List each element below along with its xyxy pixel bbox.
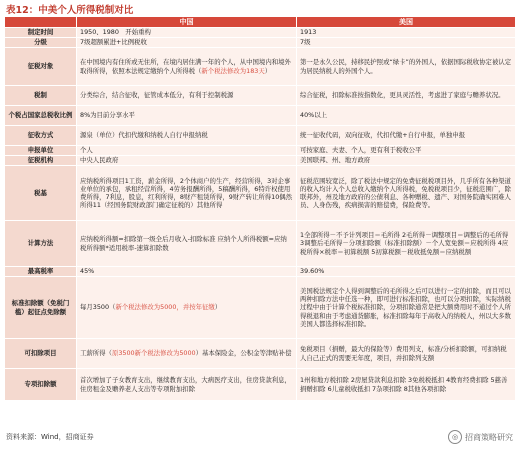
header-usa: 美国 bbox=[297, 17, 516, 28]
row-label: 个税占国家总税收比例 bbox=[5, 106, 77, 126]
cell-highlight: 原3500新个税法修改为5000 bbox=[111, 349, 196, 358]
header-china: 中国 bbox=[77, 17, 297, 28]
cell-text: 免税项目（捐赠，最大的保险等）费用列支，标准/分析扣除额，可扣纳税人自己正式的需要无年度，项目，并扣除列支额 bbox=[300, 345, 507, 362]
cell-usa bbox=[297, 166, 516, 221]
row-label: 申报单位 bbox=[5, 146, 77, 156]
table-row bbox=[5, 126, 516, 146]
cell-text: 首次增加了子女教育支出，继续教育支出，大病医疗支出，住房贷款利息，住房租金及赡养老人支出等专项附加扣除 bbox=[80, 376, 291, 393]
cell-text: 征税范围较宽泛，除了税法中规定的免费征税税项目外，几乎所有各种渠道的收入均计入个人总收入缴纳个人所得税，免税税项目少，征税范围广，除联邦外，州及地方政府的公债利息、各种赠税、遗产、对国务院确实困难人员、人身伤残，疾病损害的赔偿费，保险费等。 bbox=[300, 176, 511, 210]
table-row bbox=[5, 221, 516, 267]
wechat-icon: ◎ bbox=[448, 430, 462, 444]
cell-china bbox=[77, 146, 297, 156]
cell-text: 1913 bbox=[300, 28, 317, 37]
table-row bbox=[5, 339, 516, 369]
cell-china bbox=[77, 166, 297, 221]
row-label: 税基 bbox=[5, 166, 77, 221]
cell-text: 美国联邦、州、地方政府 bbox=[300, 156, 371, 165]
cell-usa bbox=[297, 146, 516, 156]
cell-text: 1全部所得－不予计列项目＝毛所得 2毛所得－调整项目＝调整后的毛所得 3调整后毛所得－分项扣除额（标准扣除额）－个人宽免额＝应税所得 4应税所得×税率＝初算税额 5初算税额－税收抵免额＝应纳税额 bbox=[300, 231, 509, 256]
cell-text: 应纳税所得项目1工资，薪金所得，2个体商户的生产，经营所得，3对企事业单位的承包，承租经营所得，4劳务报酬所得，5稿酬所得，6特许权使用费所得，7利息，股息，红利所得，8财产租赁所得，9财产转让所得10偶然所得11（经国务院财政部门确定征税的）其他所得 bbox=[80, 176, 293, 210]
row-label: 制定时间 bbox=[5, 28, 77, 38]
cell-text: 1州和地方税扣除 2房屋贷款利息扣除 3免税税抵扣 4教育经费扣除 5慈善捐赠扣除 6儿童税收抵扣 7杂项扣除 8其他各项扣除 bbox=[300, 376, 508, 393]
cell-highlight: 新个税法修改为183天 bbox=[201, 66, 265, 75]
row-label: 征收方式 bbox=[5, 126, 77, 146]
cell-text: 7级 bbox=[300, 38, 311, 47]
cell-usa bbox=[297, 277, 516, 339]
comparison-table bbox=[4, 16, 516, 401]
table-row bbox=[5, 277, 516, 339]
cell-text: 分类综合，结合征收，征管成本低分，有利于控制税源 bbox=[80, 91, 234, 100]
row-label: 专项扣除额 bbox=[5, 369, 77, 401]
table-row bbox=[5, 156, 516, 166]
cell-china bbox=[77, 156, 297, 166]
cell-text: 40%以上 bbox=[300, 111, 327, 120]
row-label: 计算方法 bbox=[5, 221, 77, 267]
cell-text: 源泉（单位）代扣代缴和纳税人自行申报纳税 bbox=[80, 131, 208, 140]
cell-text: 应纳税所得额=扣除第一级全后月收入-扣除标准 应纳个人所得税额=应纳税所得额*适用税率-速算扣除数 bbox=[80, 235, 287, 252]
cell-usa bbox=[297, 38, 516, 48]
table-row bbox=[5, 166, 516, 221]
table-row bbox=[5, 106, 516, 126]
cell-china bbox=[77, 48, 297, 86]
cell-text: 1950、1980 开始重构 bbox=[80, 28, 151, 37]
cell-usa bbox=[297, 126, 516, 146]
cell-usa bbox=[297, 28, 516, 38]
cell-china bbox=[77, 277, 297, 339]
row-label: 分级 bbox=[5, 38, 77, 48]
cell-china bbox=[77, 221, 297, 267]
cell-text: 第一是永久公民，持移民护照或“绿卡”的外国人，依据国际税收协定被认定为居民纳税人的外国个人。 bbox=[300, 58, 512, 75]
row-label: 标准扣除额（免税门槛）起征点免除额 bbox=[5, 277, 77, 339]
watermark bbox=[448, 430, 513, 444]
header-blank bbox=[5, 17, 77, 28]
table-row bbox=[5, 369, 516, 401]
cell-text: 可按家庭、夫妻、个人，更有利于税收公平 bbox=[300, 146, 422, 155]
cell-china bbox=[77, 339, 297, 369]
cell-usa bbox=[297, 221, 516, 267]
cell-text: 统一征收代码，双向征收，代扣代缴+自行申报，单独申报 bbox=[300, 131, 466, 140]
cell-text: 39.60% bbox=[300, 267, 325, 276]
table-title: 表12：中美个人所得税制对比 bbox=[6, 5, 134, 16]
cell-china bbox=[77, 267, 297, 277]
cell-china bbox=[77, 38, 297, 48]
table-row bbox=[5, 86, 516, 106]
cell-usa bbox=[297, 106, 516, 126]
table-row bbox=[5, 48, 516, 86]
table-row bbox=[5, 146, 516, 156]
cell-china bbox=[77, 86, 297, 106]
cell-text: 综合征税，扣除标准按指数化，更具灵活性，考虑进了家庭与赡养状况。 bbox=[300, 91, 505, 100]
cell-text: 美国税法规定个人得到调整后的毛所得之后可以进行一定的扣除，而且可以两种扣除方法中任选一种，即可进行标准扣除，也可以分项扣除，实际纳税过程中由于计算个税标准扣除，分项扣除通常是把大额费用时不通过个人所得税退和由于考虑通货膨胀，标准扣除每年于高收入的纳税人，州以大多数美国人都选择标准扣除。 bbox=[300, 286, 511, 328]
row-label: 征税机构 bbox=[5, 156, 77, 166]
table-row bbox=[5, 28, 516, 38]
table-row bbox=[5, 267, 516, 277]
cell-usa bbox=[297, 48, 516, 86]
cell-china bbox=[77, 369, 297, 401]
cell-tail: ） bbox=[264, 66, 272, 75]
cell-highlight: 新个税法修改为5000，并按年征缴 bbox=[115, 303, 215, 312]
row-label: 征税对象 bbox=[5, 48, 77, 86]
cell-usa bbox=[297, 339, 516, 369]
row-label: 最高税率 bbox=[5, 267, 77, 277]
cell-text: 每月3500（ bbox=[80, 303, 116, 312]
cell-text: 在中国境内有住所或无住所，在境内居住满一年的个人，从中国境内和境外取得所得，依照本法规定缴纳个人所得税（ bbox=[80, 58, 291, 75]
cell-china bbox=[77, 28, 297, 38]
cell-text: 7级超额累进+比例税收 bbox=[80, 38, 147, 47]
row-label: 税制 bbox=[5, 86, 77, 106]
cell-tail: ） bbox=[214, 303, 222, 312]
cell-tail: ）基本保险金，公积金等津贴补偿 bbox=[195, 349, 292, 358]
header-row bbox=[5, 17, 516, 28]
cell-text: 中央人民政府 bbox=[80, 156, 119, 165]
cell-china bbox=[77, 126, 297, 146]
cell-text: 45% bbox=[80, 267, 95, 276]
cell-usa bbox=[297, 267, 516, 277]
cell-usa bbox=[297, 369, 516, 401]
watermark-text: 招商策略研究 bbox=[465, 432, 513, 442]
cell-text: 工薪所得（ bbox=[80, 349, 112, 358]
table-row bbox=[5, 38, 516, 48]
source-note: 资料来源：Wind，招商证券 bbox=[6, 433, 94, 441]
cell-text: 8%为目前分享水平 bbox=[80, 111, 135, 120]
row-label: 可扣除项目 bbox=[5, 339, 77, 369]
cell-usa bbox=[297, 86, 516, 106]
cell-usa bbox=[297, 156, 516, 166]
cell-china bbox=[77, 106, 297, 126]
cell-text: 个人 bbox=[80, 146, 93, 155]
